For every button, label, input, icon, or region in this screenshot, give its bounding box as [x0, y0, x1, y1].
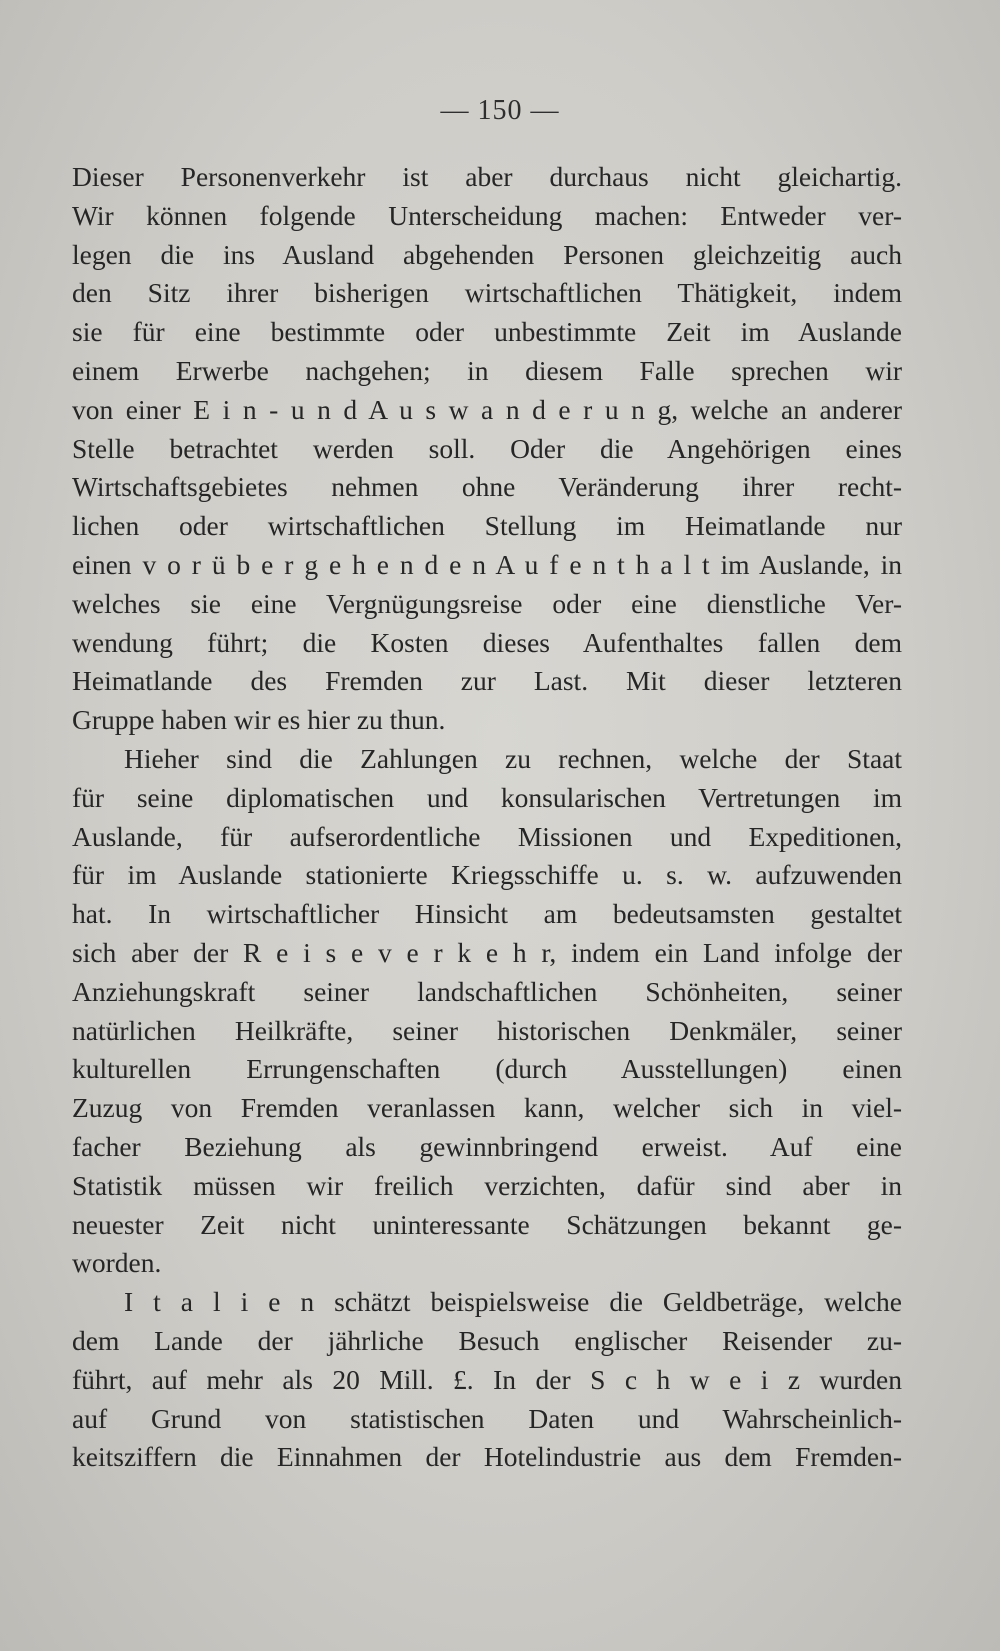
text-line: hat. In wirtschaftlicher Hinsicht am bedeutsamsten gestaltet — [72, 898, 902, 930]
text-line: welches sie eine Vergnügungsreise oder eine dienstliche Ver- — [72, 587, 902, 619]
text-line: Zuzug von Fremden veranlassen kann, welcher sich in viel- — [72, 1092, 902, 1124]
text-line: lichen oder wirtschaftlichen Stellung im Heimatlande nur — [72, 510, 902, 542]
text-line: Heimatlande des Fremden zur Last. Mit dieser letzteren — [72, 665, 902, 697]
text-line: für seine diplomatischen und konsularischen Vertretungen im — [72, 781, 902, 813]
text-line: Auslande, für aufserordentliche Missionen und Expeditionen, — [72, 820, 902, 852]
text-line: Anziehungskraft seiner landschaftlichen Schönheiten, seiner — [72, 975, 902, 1007]
text-line: sie für eine bestimmte oder unbestimmte Zeit im Auslande — [72, 316, 902, 348]
text-line: legen die ins Ausland abgehenden Personen gleichzeitig auch — [72, 238, 902, 270]
text-line: Dieser Personenverkehr ist aber durchaus nicht gleichartig. — [72, 161, 902, 192]
text-line: Wir können folgende Unterscheidung machen: Entweder ver- — [72, 199, 902, 231]
text-line: einen v o r ü b e r g e h e n d e n A u f e n t h a l t im Auslande, in — [72, 548, 902, 580]
text-line: dem Lande der jährliche Besuch englischer Reisender zu- — [72, 1324, 902, 1356]
text-line: den Sitz ihrer bisherigen wirtschaftlichen Thätigkeit, indem — [72, 277, 902, 309]
text-line: Statistik müssen wir freilich verzichten, dafür sind aber in — [72, 1169, 902, 1201]
text-line: facher Beziehung als gewinnbringend erweist. Auf eine — [72, 1130, 902, 1162]
text-line: auf Grund von statistischen Daten und Wahrscheinlich- — [72, 1402, 902, 1434]
text-line: I t a l i e n schätzt beispielsweise die Geldbeträge, welche — [124, 1286, 902, 1318]
text-line: kulturellen Errungenschaften (durch Ausstellungen) einen — [72, 1053, 902, 1085]
text-line: keitsziffern die Einnahmen der Hotelindustrie aus dem Fremden- — [72, 1441, 902, 1473]
text-line: neuester Zeit nicht uninteressante Schätzungen bekannt ge- — [72, 1208, 902, 1240]
text-line: Gruppe haben wir es hier zu thun. — [72, 704, 446, 736]
text-line: Wirtschaftsgebietes nehmen ohne Veränderung ihrer recht- — [72, 471, 902, 503]
body-text — [72, 158, 902, 1477]
text-line: einem Erwerbe nachgehen; in diesem Falle sprechen wir — [72, 354, 902, 386]
page-number: — 150 — — [440, 95, 560, 126]
text-line: von einer E i n - u n d A u s w a n d e r u n g, welche an anderer — [72, 393, 902, 425]
text-line: wendung führt; die Kosten dieses Aufenthaltes fallen dem — [72, 626, 902, 658]
text-line: worden. — [72, 1247, 162, 1279]
text-line: führt, auf mehr als 20 Mill. £. In der S c h w e i z wurden — [72, 1363, 902, 1395]
text-line: Hieher sind die Zahlungen zu rechnen, welche der Staat — [124, 742, 902, 774]
text-line: natürlichen Heilkräfte, seiner historischen Denkmäler, seiner — [72, 1014, 902, 1046]
text-line: für im Auslande stationierte Kriegsschiffe u. s. w. aufzuwenden — [72, 859, 902, 891]
text-line: Stelle betrachtet werden soll. Oder die Angehörigen eines — [72, 432, 902, 464]
text-line: sich aber der R e i s e v e r k e h r, indem ein Land infolge der — [72, 936, 902, 968]
